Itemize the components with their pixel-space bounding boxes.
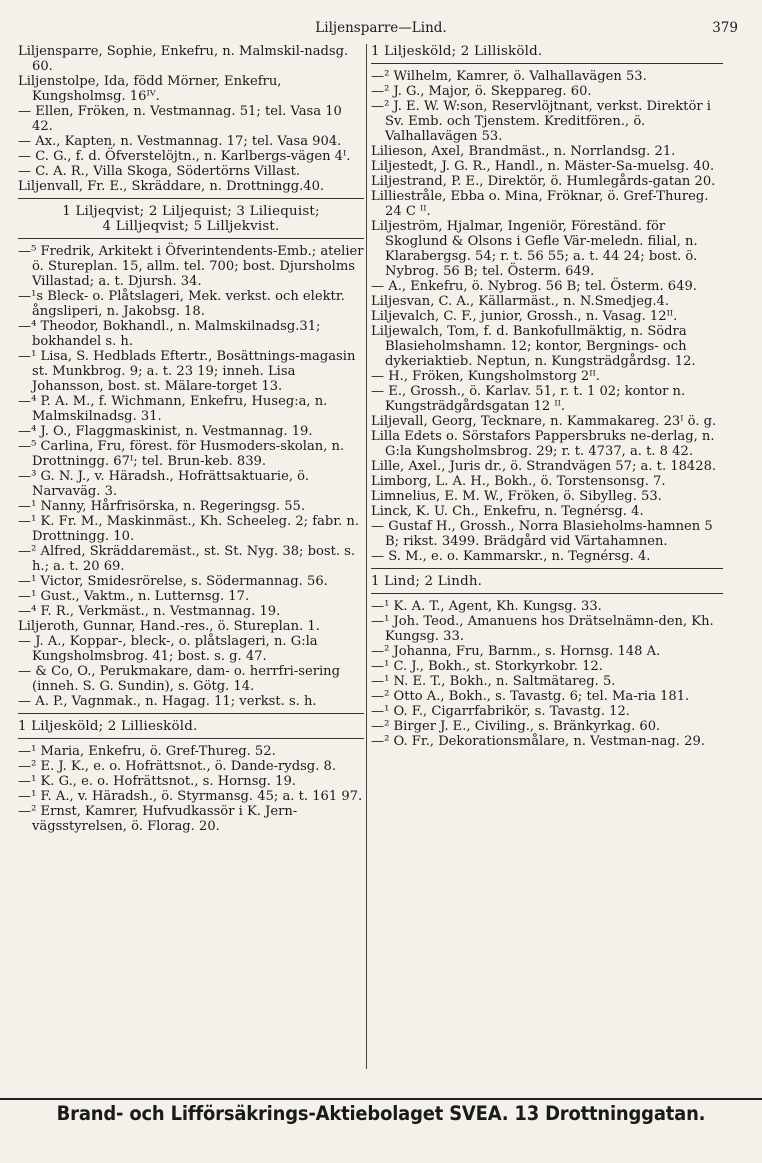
directory-entry: —⁴ P. A. M., f. Wichmann, Enkefru, Huseg:a, n. Malmskilnadsg. 31.	[18, 394, 328, 424]
directory-entry: — S. M., e. o. Kammarskr., n. Tegnérsg. 4.	[371, 549, 651, 564]
directory-entry: —¹ O. F., Cigarrfabrikör, s. Tavastg. 12.	[371, 704, 630, 719]
directory-entry: —² O. Fr., Dekorationsmålare, n. Vestman-nag. 29.	[371, 734, 705, 749]
section-rule	[18, 198, 364, 199]
directory-entry: —¹ Nanny, Hårfrisörska, n. Regeringsg. 55.	[18, 499, 306, 514]
section-rule	[371, 593, 723, 594]
page-number: 379	[712, 20, 738, 36]
directory-entry: Limborg, L. A. H., Bokh., ö. Torstensonsg. 7.	[371, 474, 666, 489]
directory-entry: —² E. J. K., e. o. Hofrättsnot., ö. Dande-rydsg. 8.	[18, 759, 337, 774]
directory-entry: Liljensparre, Sophie, Enkefru, n. Malmskil-nadsg. 60.	[18, 44, 349, 74]
directory-entry: — A. P., Vagnmak., n. Hagag. 11; verkst. s. h.	[18, 694, 317, 709]
directory-entry: — Gustaf H., Grossh., Norra Blasieholms-hamnen 5 B; rikst. 3499. Brädgård vid Värtahamnen.	[371, 519, 713, 549]
directory-entry: —² Johanna, Fru, Barnm., s. Hornsg. 148 A.	[371, 644, 661, 659]
directory-entry: —¹ K. A. T., Agent, Kh. Kungsg. 33.	[371, 599, 602, 614]
directory-entry: —² Ernst, Kamrer, Hufvudkassör i K. Jern-vägsstyrelsen, ö. Florag. 20.	[18, 804, 298, 834]
directory-entry: —¹ K. Fr. M., Maskinmäst., Kh. Scheeleg. 2; fabr. n. Drottningg. 10.	[18, 514, 360, 544]
directory-entry: —¹ F. A., v. Häradsh., ö. Styrmansg. 45; a. t. 161 97.	[18, 789, 363, 804]
running-title: Liljensparre—Lind.	[315, 20, 447, 36]
directory-entry: Liljenvall, Fr. E., Skräddare, n. Drottningg.40.	[18, 179, 325, 194]
section-rule	[18, 238, 364, 239]
surname-section-heading: 1 Liljeqvist; 2 Liljequist; 3 Liliequist;	[62, 204, 320, 219]
section-rule	[371, 63, 723, 64]
directory-entry: —¹ Gust., Vaktm., n. Lutternsg. 17.	[18, 589, 250, 604]
directory-entry: —¹ Lisa, S. Hedblads Eftertr., Bosättnings-magasin st. Munkbrog. 9; a. t. 23 19; inneh. Lisa Johansson, bost. st. Mälare-torget 13.	[18, 349, 356, 394]
section-rule	[371, 568, 723, 569]
directory-entry: Linck, K. U. Ch., Enkefru, n. Tegnérsg. 4.	[371, 504, 644, 519]
page-header	[0, 20, 762, 40]
directory-entry: Limnelius, E. M. W., Fröken, ö. Sibylleg. 53.	[371, 489, 662, 504]
directory-entry: Liljesvan, C. A., Källarmäst., n. N.Smedjeg.4.	[371, 294, 669, 309]
footer-advertisement-text: Brand- och Lifförsäkrings-Aktiebolaget SVEA. 13 Drottninggatan.	[56, 1102, 706, 1125]
surname-section-heading: 1 Lind; 2 Lindh.	[371, 574, 483, 589]
directory-entry: —¹ Joh. Teod., Amanuens hos Drätselnämn-den, Kh. Kungsg. 33.	[371, 614, 714, 644]
directory-entry: — C. G., f. d. Öfverstelöjtn., n. Karlbergs-vägen 4ᴵ.	[18, 149, 351, 164]
directory-entry: —⁵ Fredrik, Arkitekt i Öfverintendents-Emb.; atelier ö. Stureplan. 15, allm. tel. 700; bost. Djursholms Villastad; a. t. Djursh. 34.	[18, 244, 364, 289]
directory-entry: — C. A. R., Villa Skoga, Södertörns Villast.	[18, 164, 301, 179]
directory-entry: —⁴ F. R., Verkmäst., n. Vestmannag. 19.	[18, 604, 281, 619]
directory-entry: Liljeroth, Gunnar, Hand.-res., ö. Stureplan. 1.	[18, 619, 320, 634]
directory-entry: Liljevall, Georg, Tecknare, n. Kammakareg. 23ᴵ ö. g.	[371, 414, 717, 429]
directory-entry: Liljeström, Hjalmar, Ingeniör, Föreständ. för Skoglund & Olsons i Gefle Vär-meledn. filial, n. Klarabergsg. 54; r. t. 56 55; a. t. 44 24; bost. ö. Nybrog. 56 B; tel. Österm. 649.	[371, 219, 698, 279]
directory-entry: — & Co, O., Perukmakare, dam- o. herrfri-sering (inneh. S. G. Sundin), s. Götg. 14.	[18, 664, 340, 694]
surname-section-heading: 1 Liljesköld; 2 Lillisköld.	[371, 44, 543, 59]
directory-entry: —⁴ Theodor, Bokhandl., n. Malmskilnadsg.31; bokhandel s. h.	[18, 319, 321, 349]
advertisement-footer	[0, 1098, 762, 1125]
directory-entry: — H., Fröken, Kungsholmstorg 2ᴵᴵ.	[371, 369, 600, 384]
directory-entry: —¹ K. G., e. o. Hofrättsnot., s. Hornsg. 19.	[18, 774, 296, 789]
directory-entry: —³ G. N. J., v. Häradsh., Hofrättsaktuarie, ö. Narvaväg. 3.	[18, 469, 309, 499]
section-rule	[18, 738, 364, 739]
directory-entry: Lilliestråle, Ebba o. Mina, Fröknar, ö. Gref-Thureg. 24 C ᴵᴵ.	[371, 189, 709, 219]
directory-entry: Lille, Axel., Juris dr., ö. Strandvägen 57; a. t. 18428.	[371, 459, 717, 474]
directory-entry: — J. A., Koppar-, bleck-, o. plåtslageri, n. G:la Kungsholmsbrog. 41; bost. s. g. 47.	[18, 634, 318, 664]
directory-entry: Lilla Edets o. Sörstafors Pappersbruks ne-derlag, n. G:la Kungsholmsbrog. 29; r. t. 4737, a. t. 8 42.	[371, 429, 715, 459]
directory-entry: Liljewalch, Tom, f. d. Bankofullmäktig, n. Södra Blasieholmshamn. 12; kontor, Bergnings- och dykeriaktieb. Neptun, n. Kungsträdgårdsg. 12.	[371, 324, 696, 369]
directory-entry: —² Birger J. E., Civiling., s. Bränkyrkag. 60.	[371, 719, 661, 734]
directory-entry: Liljestrand, P. E., Direktör, ö. Humlegårds-gatan 20.	[371, 174, 716, 189]
directory-entry: — Ellen, Fröken, n. Vestmannag. 51; tel. Vasa 10 42.	[18, 104, 342, 134]
directory-entry: — Ax., Kapten, n. Vestmannag. 17; tel. Vasa 904.	[18, 134, 342, 149]
left-column	[18, 44, 364, 834]
directory-entry: Liljestedt, J. G. R., Handl., n. Mäster-Sa-muelsg. 40.	[371, 159, 715, 174]
directory-entry: —² J. E. W. W:son, Reservlöjtnant, verkst. Direktör i Sv. Emb. och Tjenstem. Kreditfören., ö. Valhallavägen 53.	[371, 99, 711, 144]
directory-entry: —¹ N. E. T., Bokh., n. Saltmätareg. 5.	[371, 674, 616, 689]
directory-entry: —¹ C. J., Bokh., st. Storkyrkobr. 12.	[371, 659, 603, 674]
directory-entry: —⁵ Carlina, Fru, förest. för Husmoders-skolan, n. Drottningg. 67ᴵ; tel. Brun-keb. 839.	[18, 439, 345, 469]
directory-entry: —² Alfred, Skräddaremäst., st. St. Nyg. 38; bost. s. h.; a. t. 20 69.	[18, 544, 356, 574]
right-column	[371, 44, 723, 749]
surname-section-heading: 1 Liljesköld; 2 Lilliesköld.	[18, 719, 198, 734]
directory-entry: Lilieson, Axel, Brandmäst., n. Norrlandsg. 21.	[371, 144, 676, 159]
directory-entry: —¹s Bleck- o. Plåtslageri, Mek. verkst. och elektr. ångsliperi, n. Jakobsg. 18.	[18, 289, 345, 319]
directory-entry: —² Wilhelm, Kamrer, ö. Valhallavägen 53.	[371, 69, 647, 84]
directory-entry: —¹ Victor, Smidesrörelse, s. Södermannag. 56.	[18, 574, 328, 589]
directory-entry: —² Otto A., Bokh., s. Tavastg. 6; tel. Ma-ria 181.	[371, 689, 690, 704]
directory-entry: —⁴ J. O., Flaggmaskinist, n. Vestmannag. 19.	[18, 424, 313, 439]
column-divider	[366, 44, 367, 1069]
directory-entry: — E., Grossh., ö. Karlav. 51, r. t. 1 02; kontor n. Kungsträdgårdsgatan 12 ᴵᴵ.	[371, 384, 686, 414]
directory-entry: Liljenstolpe, Ida, född Mörner, Enkefru, Kungsholmsg. 16ᴵⱽ.	[18, 74, 282, 104]
directory-entry: —¹ Maria, Enkefru, ö. Gref-Thureg. 52.	[18, 744, 276, 759]
directory-entry: Liljevalch, C. F., junior, Grossh., n. Vasag. 12ᴵᴵ.	[371, 309, 678, 324]
surname-section-heading: 4 Lilljeqvist; 5 Lilljekvist.	[102, 219, 280, 234]
section-rule	[18, 713, 364, 714]
directory-entry: — A., Enkefru, ö. Nybrog. 56 B; tel. Österm. 649.	[371, 279, 697, 294]
directory-entry: —² J. G., Major, ö. Skeppareg. 60.	[371, 84, 592, 99]
